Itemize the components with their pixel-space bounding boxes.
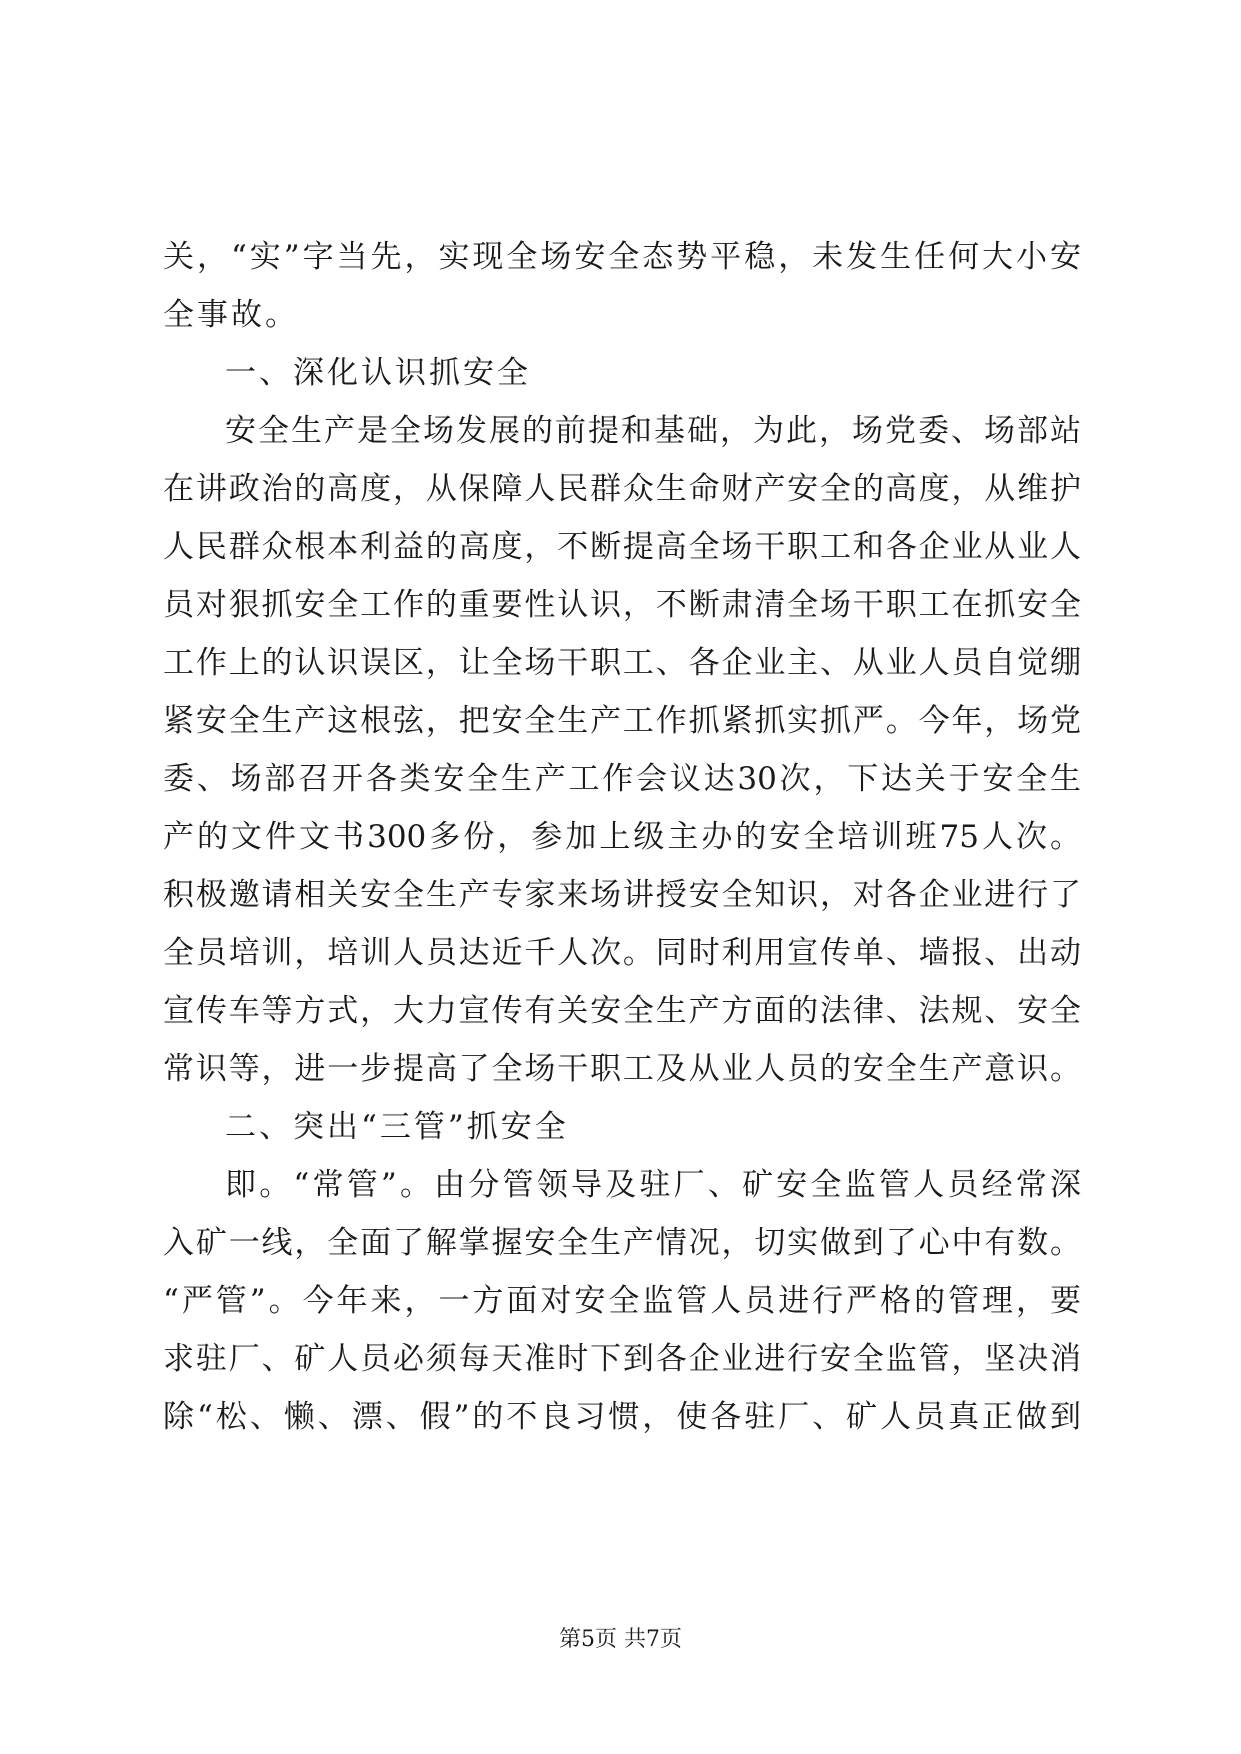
text-line: 关，“实”字当先，实现全场安全态势平稳，未发生任何大小安 — [163, 239, 1081, 275]
text-line: 员对狠抓安全工作的重要性认识，不断肃清全场干职工在抓安全 — [163, 587, 1081, 623]
text-line: 积极邀请相关安全生产专家来场讲授安全知识，对各企业进行了 — [163, 877, 1081, 913]
text-line: 紧安全生产这根弦，把安全生产工作抓紧抓实抓严。今年，场党 — [163, 703, 1081, 739]
text-line: 全员培训，培训人员达近千人次。同时利用宣传单、墙报、出动 — [163, 935, 1081, 971]
text-line: 一、深化认识抓安全 — [225, 355, 531, 391]
text-line: 在讲政治的高度，从保障人民群众生命财产安全的高度，从维护 — [163, 471, 1081, 507]
text-line: 宣传车等方式，大力宣传有关安全生产方面的法律、法规、安全 — [163, 993, 1081, 1029]
text-line: 产的文件文书300多份，参加上级主办的安全培训班75人次。 — [163, 819, 1081, 855]
page-number-footer: 第5页 共7页 — [559, 1627, 682, 1652]
text-line: 委、场部召开各类安全生产工作会议达30次，下达关于安全生 — [163, 761, 1081, 797]
text-line: 入矿一线，全面了解掌握安全生产情况，切实做到了心中有数。 — [163, 1225, 1081, 1261]
text-line: 常识等，进一步提高了全场干职工及从业人员的安全生产意识。 — [163, 1051, 1081, 1087]
text-line: 工作上的认识误区，让全场干职工、各企业主、从业人员自觉绷 — [163, 645, 1081, 681]
document-body — [163, 228, 1081, 1446]
text-line: “严管”。今年来，一方面对安全监管人员进行严格的管理，要 — [163, 1283, 1081, 1319]
text-line: 二、突出“三管”抓安全 — [225, 1109, 569, 1145]
text-line: 求驻厂、矿人员必须每天准时下到各企业进行安全监管，坚决消 — [163, 1341, 1081, 1377]
text-line: 安全生产是全场发展的前提和基础，为此，场党委、场部站 — [225, 413, 1081, 449]
text-line: 人民群众根本利益的高度，不断提高全场干职工和各企业从业人 — [163, 529, 1081, 565]
text-line: 除“松、懒、漂、假”的不良习惯，使各驻厂、矿人员真正做到 — [163, 1399, 1081, 1435]
text-line: 即。“常管”。由分管领导及驻厂、矿安全监管人员经常深 — [225, 1167, 1081, 1203]
text-line: 全事故。 — [163, 297, 299, 333]
